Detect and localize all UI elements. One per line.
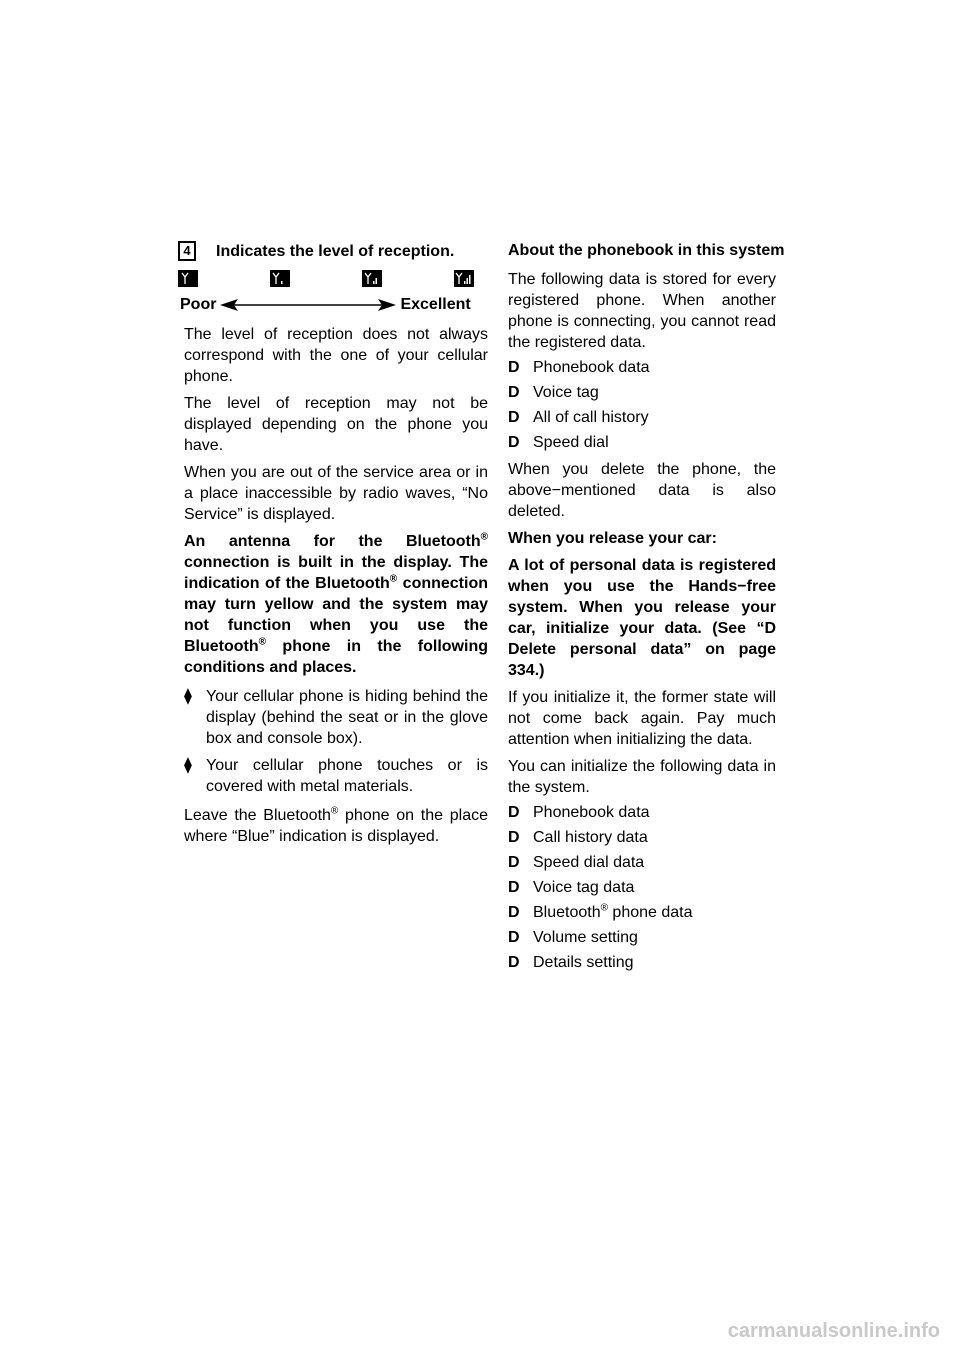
phonebook-intro: The following data is stored for every registered phone. When another phone is connecting, you cannot read the registered data. — [508, 271, 776, 351]
list-item: D Phonebook data — [508, 804, 650, 821]
scale-high-label: Excellent — [400, 296, 471, 313]
signal-level-1-icon — [178, 270, 198, 287]
step-header — [178, 240, 488, 262]
list-item: D Details setting — [508, 954, 634, 971]
condition-item: ⧫ Your cellular phone touches or is covered with metal materials. — [184, 757, 488, 795]
list-item: D Speed dial — [508, 434, 609, 451]
step-heading: Indicates the level of reception. — [216, 242, 455, 260]
section-heading: About the phonebook in this system — [508, 242, 785, 259]
signal-icons-row — [178, 270, 474, 290]
list-item: D Call history data — [508, 829, 648, 846]
list-item: D All of call history — [508, 409, 649, 426]
scale-low-label: Poor — [180, 296, 217, 313]
signal-level-4-icon — [454, 270, 474, 287]
signal-level-3-icon — [362, 270, 382, 287]
list-item: D Volume setting — [508, 929, 638, 946]
reception-paragraph-3: When you are out of the service area or in a place inaccessible by radio waves, “No Service” is displayed. — [184, 464, 488, 523]
list-item: D Phonebook data — [508, 359, 650, 376]
list-item: D Speed dial data — [508, 854, 645, 871]
condition-item: ⧫ Your cellular phone is hiding behind the display (behind the seat or in the glove box and console box). — [184, 688, 488, 747]
initialize-intro: You can initialize the following data in the system. — [508, 758, 776, 796]
reception-paragraph-2: The level of reception may not be displayed depending on the phone you have. — [184, 395, 488, 454]
initialize-note: If you initialize it, the former state will not come back again. Pay much attention when initializing the data. — [508, 689, 776, 748]
delete-note: When you delete the phone, the above−mentioned data is also deleted. — [508, 461, 776, 520]
list-item: D Voice tag data — [508, 879, 635, 896]
signal-level-2-icon — [270, 270, 290, 287]
list-item: D Bluetooth® phone data — [508, 902, 693, 921]
bluetooth-antenna-note: An antenna for the Bluetooth® connection is built in the display. The indication of the Bluetooth® connection may turn yellow and the system may not function when you use the Bluetooth® phone in the following conditions and places. — [184, 531, 489, 676]
list-item: D Voice tag — [508, 384, 599, 401]
release-heading: When you release your car: — [508, 530, 717, 547]
diamond-bullet-icon: ⧫ — [184, 757, 192, 774]
reception-scale — [180, 294, 476, 316]
watermark: carmanualsonline.info — [727, 1320, 940, 1342]
right-column — [508, 240, 785, 971]
leave-phone-note: Leave the Bluetooth® phone on the place where “Blue” indication is displayed. — [184, 805, 489, 845]
diamond-bullet-icon: ⧫ — [184, 688, 192, 705]
double-arrow-icon — [220, 298, 396, 312]
left-column — [180, 240, 489, 845]
reception-paragraph-1: The level of reception does not always correspond with the one of your cellular phone. — [184, 326, 488, 385]
step-number-box: 4 — [178, 241, 196, 261]
release-warning: A lot of personal data is registered when you use the Hands−free system. When you release your car, initialize your data. (See “D Delete personal data” on page 334.) — [508, 557, 776, 679]
